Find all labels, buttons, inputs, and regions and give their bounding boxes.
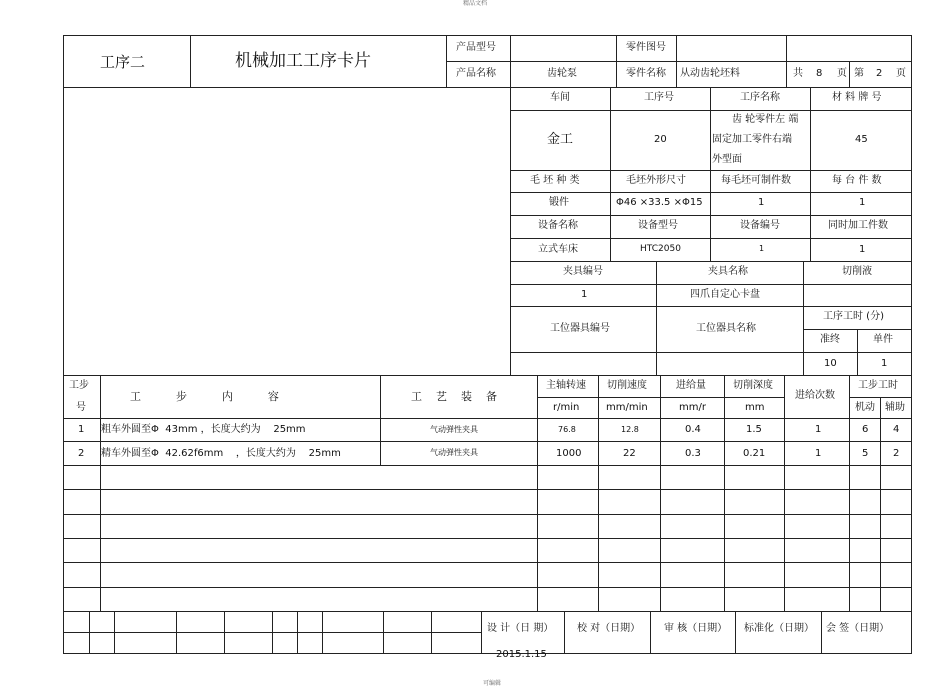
workshop-value: 金工 [547,132,574,147]
step-feed: 0.4 [685,424,701,435]
station-tool-no-label: 工位器具编号 [550,323,610,334]
step-depth: 1.5 [746,424,762,435]
product-model-label: 产品型号 [456,42,496,53]
prep-value: 10 [824,358,837,369]
standard-date-label: 标准化（日期） [744,623,814,634]
op-name-label: 工序名称 [740,92,780,103]
material-label: 材 料 牌 号 [832,92,882,103]
fixture-no-value: 1 [581,289,588,300]
simul-label: 同时加工件数 [828,220,888,231]
equip-model-label: 设备型号 [638,220,678,231]
sign-date-label: 会 签（日期） [826,623,890,634]
op-name-line-3: 外型面 [712,154,742,165]
equip-no-value: 1 [759,244,765,253]
per-blank-value: 1 [758,197,765,208]
workshop-label: 车间 [550,92,570,103]
simul-value: 1 [859,244,866,255]
coolant-label: 切削液 [842,266,872,277]
card-title: 机械加工工序卡片 [235,51,371,71]
step-no-label-2: 号 [76,402,86,413]
process-equip-label: 工 艺 装 备 [411,390,497,403]
fixture-name-label: 夹具名称 [708,266,748,277]
fixture-name-value: 四爪自定心卡盘 [690,289,760,300]
step-machine-time: 6 [862,424,869,435]
speed-label: 切削速度 [607,380,647,391]
feed-label: 进给量 [676,380,706,391]
step-machine-time: 5 [862,448,869,459]
watermark-bottom: 可编辑 [483,680,502,687]
material-value: 45 [855,134,868,145]
blank-size-label: 毛坯外形尺寸 [626,175,686,186]
total-label: 共 [793,68,803,79]
unit-value: 1 [881,358,888,369]
design-date: 2015.1.15 [496,649,547,660]
equip-name-label: 设备名称 [538,220,578,231]
fixture-no-label: 夹具编号 [563,266,603,277]
op-name-line-2: 固定加工零件右端 [712,134,792,145]
design-date-label: 设 计（日 期） [487,623,554,634]
speed-unit: mm/min [606,402,648,413]
step-aux-time: 2 [893,448,900,459]
step-speed: 22 [623,448,636,459]
product-name-value: 齿轮泵 [547,68,577,79]
step-spindle: 1000 [556,448,582,459]
total-pages: 8 [816,68,823,79]
depth-unit: mm [745,402,765,413]
review-date-label: 审 核（日期） [664,623,728,634]
passes-label: 进给次数 [795,390,835,401]
step-content: 精车外圆至Φ 42.62f6mm ，长度大约为 25mm [101,448,341,459]
per-blank-label: 每毛坯可制件数 [721,175,791,186]
step-time-label: 工步工时 [858,380,898,391]
product-name-label: 产品名称 [456,68,496,79]
page-unit: 页 [896,68,906,79]
step-no: 1 [78,424,85,435]
step-depth: 0.21 [743,448,766,459]
equip-no-label: 设备编号 [740,220,780,231]
watermark-top: 精品文档 [463,0,488,7]
part-name-value: 从动齿轮坯料 [680,68,740,79]
blank-type-value: 锻件 [549,197,569,208]
check-date-label: 校 对（日期） [577,623,641,634]
step-no: 2 [78,448,85,459]
step-equip: 气动弹性夹具 [430,425,478,434]
feed-unit: mm/r [679,402,706,413]
step-feed: 0.3 [685,448,701,459]
step-speed: 12.8 [621,425,639,434]
step-content: 粗车外圆至Φ 43mm ，长度大约为 25mm [101,424,306,435]
total-page-unit: 页 [837,68,847,79]
blank-type-label: 毛 坯 种 类 [530,175,580,186]
step-passes: 1 [815,448,822,459]
op-name-line-1: 齿 轮零件左 端 [732,114,799,125]
per-machine-value: 1 [859,197,866,208]
per-machine-label: 每 台 件 数 [832,175,882,186]
prep-label: 准终 [820,334,840,345]
station-tool-name-label: 工位器具名称 [696,323,756,334]
op-no-value: 20 [654,134,667,145]
step-equip: 气动弹性夹具 [430,448,478,457]
page-number: 2 [876,68,883,79]
step-aux-time: 4 [893,424,900,435]
unit-label: 单件 [873,334,893,345]
equip-name-value: 立式车床 [538,244,578,255]
op-no-label: 工序号 [644,92,674,103]
spindle-unit: r/min [553,402,580,413]
part-name-label: 零件名称 [626,68,666,79]
machine-time-label: 机动 [855,402,875,413]
blank-size-value: Φ46 ×33.5 ×Φ15 [616,197,703,208]
op-time-label: 工序工时 (分) [823,311,884,322]
step-content-label: 工 步 内 容 [130,390,279,403]
process-name: 工序二 [100,53,146,71]
aux-time-label: 辅助 [885,402,905,413]
step-spindle: 76.8 [558,425,576,434]
spindle-label: 主轴转速 [546,380,586,391]
equip-model-value: HTC2050 [640,244,681,254]
step-no-label-1: 工步 [69,380,89,391]
page-label: 第 [854,68,864,79]
part-drawing-label: 零件图号 [626,42,666,53]
depth-label: 切削深度 [733,380,773,391]
step-passes: 1 [815,424,822,435]
